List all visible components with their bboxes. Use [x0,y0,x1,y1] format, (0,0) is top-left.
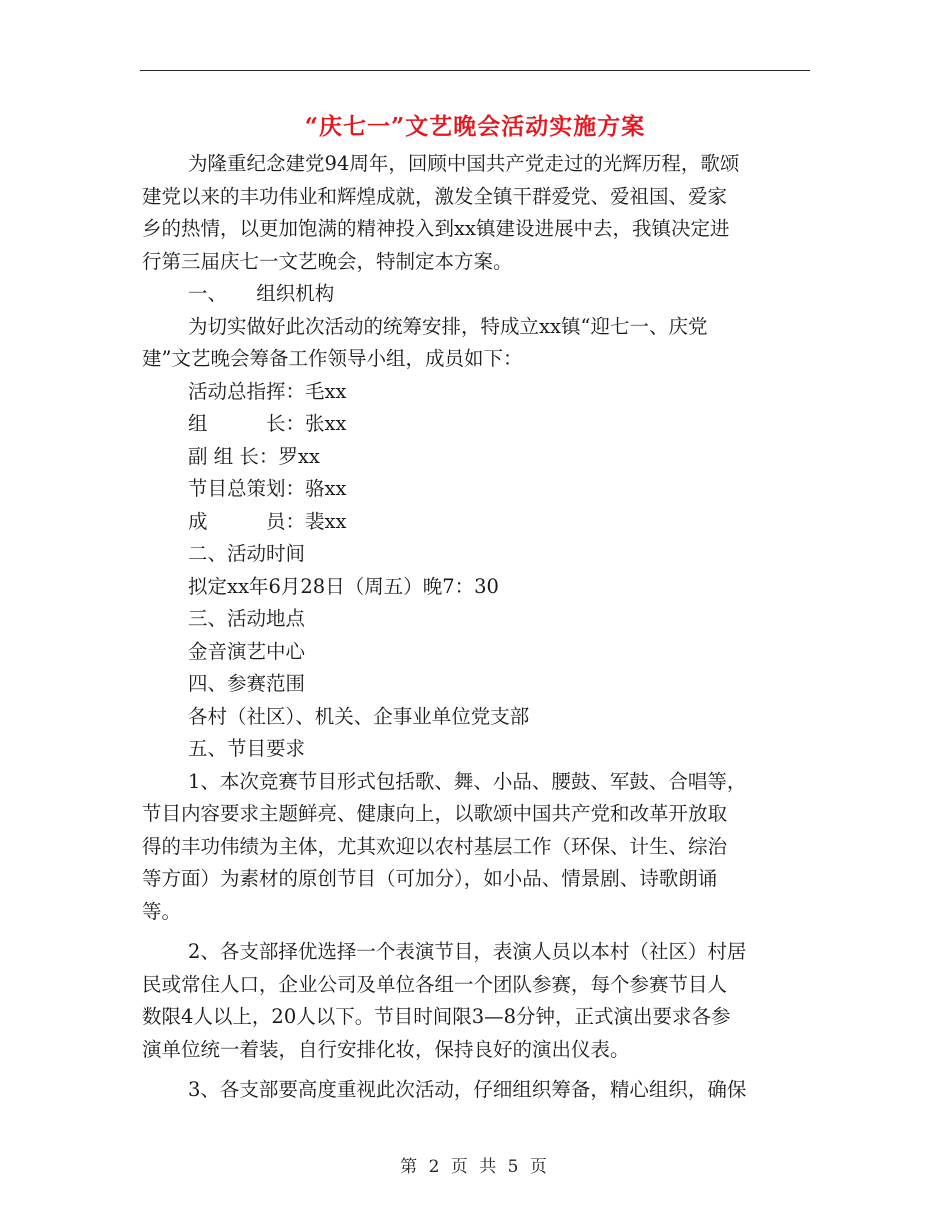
paragraph-line: 数限4人以上，20人以下。节目时间限3—8分钟，正式演出要求各参 [142,1005,731,1028]
member-line: 成 员：裴xx [188,509,347,533]
paragraph-line: 民或常住人口，企业公司及单位各组一个团队参赛，每个参赛节目人 [142,972,728,996]
paragraph-line: 各村（社区）、机关、企事业单位党支部 [188,704,530,728]
paragraph-line: 建党以来的丰功伟业和辉煌成就，激发全镇干群爱党、爱祖国、爱家 [142,184,728,208]
paragraph-line: 等。 [142,899,182,923]
paragraph-line: 演单位统一着装，自行安排化妆，保持良好的演出仪表。 [142,1037,630,1061]
paragraph-line: 3、各支部要高度重视此次活动，仔细组织筹备，精心组织，确保 [188,1078,747,1101]
member-line: 组 长：张xx [188,412,347,435]
section-heading: 四、参赛范围 [188,672,306,695]
section-heading: 一、 组织机构 [188,282,335,305]
paragraph-line: 2、各支部择优选择一个表演节目，表演人员以本村（社区）村居 [188,940,747,963]
paragraph-line: 乡的热情，以更加饱满的精神投入到xx镇建设进展中去，我镇决定进 [142,217,730,240]
paragraph-line: 1、本次竞赛节目形式包括歌、舞、小品、腰鼓、军鼓、合唱等， [188,769,747,793]
document-title: “庆七一”文艺晚会活动实施方案 [304,113,646,140]
member-line: 节目总策划：骆xx [188,477,347,500]
paragraph-line: 行第三届庆七一文艺晚会，特制定本方案。 [142,249,513,273]
paragraph-line: 金音演艺中心 [188,639,306,663]
header-rule [140,70,810,71]
paragraph-line: 为隆重纪念建党94周年，回顾中国共产党走过的光辉历程，歌颂 [188,152,740,175]
paragraph-line: 等方面）为素材的原创节目（可加分），如小品、情景剧、诗歌朗诵 [142,867,718,890]
section-heading: 二、活动时间 [188,542,306,565]
section-heading: 三、活动地点 [188,607,306,630]
paragraph-line: 得的丰功伟绩为主体，尤其欢迎以农村基层工作（环保、计生、综治 [142,834,728,858]
member-line: 副 组 长：罗xx [188,444,320,468]
section-heading: 五、节目要求 [188,737,306,760]
document-body [142,148,810,1107]
member-line: 活动总指挥：毛xx [188,379,347,403]
paragraph-line: 建”文艺晚会筹备工作领导小组，成员如下： [142,347,523,370]
paragraph-line: 拟定xx年6月28日（周五）晚7：30 [188,574,499,598]
page-footer: 第 2 页 共 5 页 [400,1157,550,1177]
paragraph-line: 节目内容要求主题鲜亮、健康向上，以歌颂中国共产党和改革开放取 [142,802,728,825]
paragraph-line: 为切实做好此次活动的统筹安排，特成立xx镇“迎七一、庆党 [188,314,708,338]
